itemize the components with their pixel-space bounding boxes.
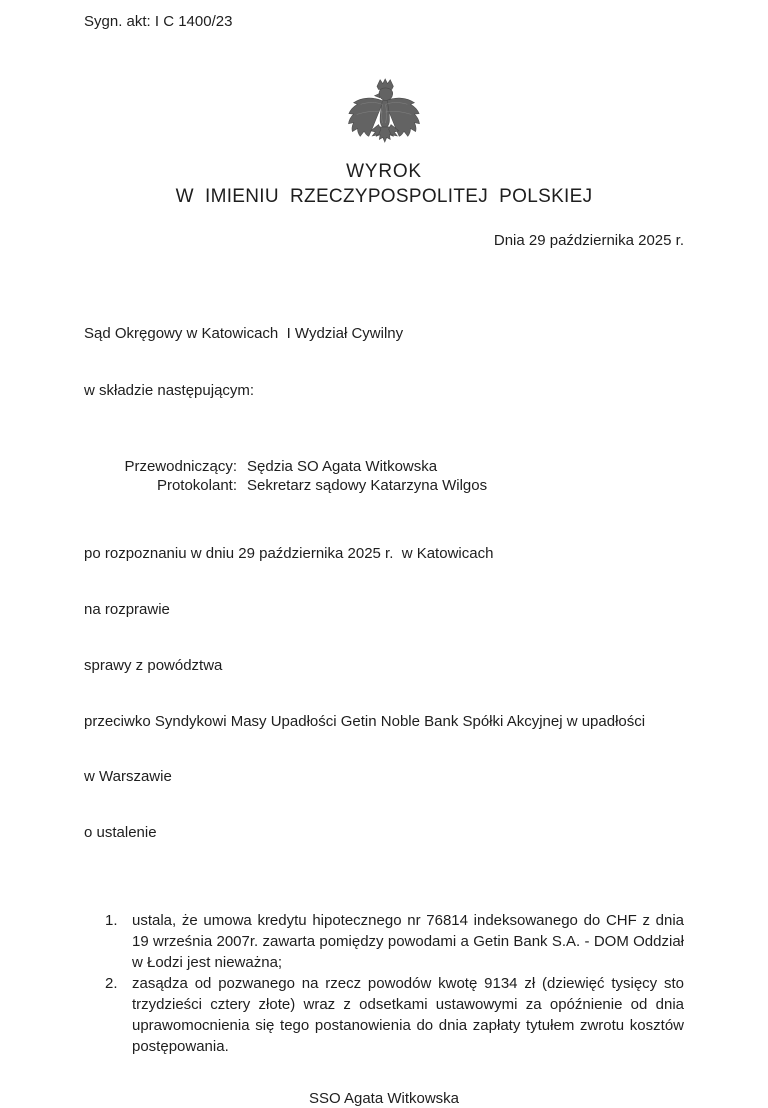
panel-role-label: Protokolant: [156,477,237,494]
emblem-container [84,77,684,155]
panel-role-label: Przewodniczący: [124,458,237,475]
intro-line-defendant-city: w Warszawie [84,768,172,786]
judgment-title: WYROK [346,161,422,182]
intro-line-trial: na rozprawie [84,600,170,618]
court-name: Sąd Okręgowy w Katowicach I Wydział Cywilny [84,325,404,342]
ruling-text: ustala, że umowa kredytu hipotecznego nr 76814 indeksowanego do CHF z dnia 19 września 2007r. zawarta pomiędzy powodami a Getin Bank S.A. - DOM Oddział w Łodzi jest nieważna; [132,911,684,971]
panel-person-name: Sędzia SO Agata Witkowska [247,458,438,475]
intro-line-hearing: po rozpoznaniu w dniu 29 października 2025 r. w Katowicach [84,545,494,563]
judge-signature: SSO Agata Witkowska [308,1089,460,1107]
case-intro [84,508,684,880]
polish-eagle-emblem [345,77,423,155]
court-block [84,286,684,438]
intro-line-defendant: przeciwko Syndykowi Masy Upadłości Getin Noble Bank Spółki Akcyjnej w upadłości [84,712,646,730]
judgment-date: Dnia 29 października 2025 r. [493,232,684,249]
panel-row-clerk [115,476,684,495]
ruling-text: zasądza od pozwanego na rzecz powodów kwotę 9134 zł (dziewięć tysięcy sto trzydzieści cztery złote) wraz z odsetkami ustawowymi za opóźnienie od dnia uprawomocnienia się tego postanowienia do dnia zapłaty tytułem zwrotu kosztów postępowania. [132,974,684,1055]
ruling-item [105,973,684,1057]
intro-line-subject: o ustalenie [84,824,157,842]
panel-composition [115,457,684,495]
ruling-number: 1. [105,911,118,929]
panel-row-presiding [115,457,684,476]
ruling-number: 2. [105,974,118,992]
panel-person-name: Sekretarz sądowy Katarzyna Wilgos [247,477,488,494]
court-composition-intro: w składzie następującym: [84,382,255,399]
judgment-subtitle: W IMIENIU RZECZYPOSPOLITEJ POLSKIEJ [175,186,593,207]
intro-line-claim: sprawy z powództwa [84,656,223,674]
ruling-item [105,910,684,973]
rulings-list [105,910,684,1057]
case-number: Sygn. akt: I C 1400/23 [84,13,233,30]
